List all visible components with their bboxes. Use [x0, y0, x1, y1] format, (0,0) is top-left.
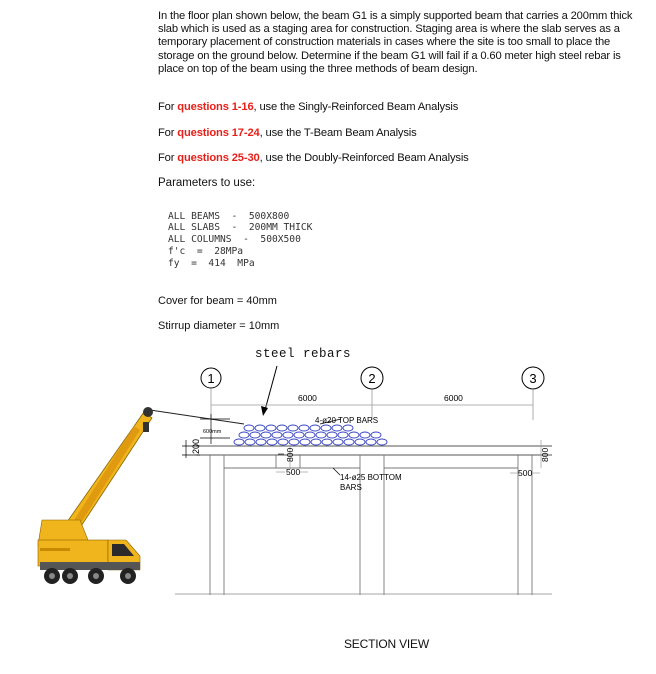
top-bars-label: 4-ø20 TOP BARS [315, 416, 379, 425]
parameter-line: ALL BEAMS - 500X800 [168, 211, 290, 222]
parameter-line: fy = 414 MPa [168, 258, 255, 269]
steel-arrow [261, 366, 277, 416]
dim-200-label: 200 [191, 438, 201, 454]
svg-text:1: 1 [207, 371, 215, 386]
parameter-line: ALL SLABS - 200MM THICK [168, 222, 313, 233]
grid-bubble-3 [522, 367, 544, 389]
slab [196, 446, 552, 455]
grid-bubble-2 [361, 367, 383, 389]
dim-500-mid-label: 500 [286, 467, 301, 477]
intro-paragraph: In the floor plan shown below, the beam G1 is a simply supported beam that carries a 200mm thick slab which is used as a staging area for construction. Staging area is where the slab serves as a temporary placement of construction materials in cases where the site is too small to place the storage on the ground below. Determine if the beam G1 will fail if a 0.60 meter high steel rebar is place on top of the beam using the three methods of beam design. [158, 10, 633, 75]
question-line-3: For questions 25-30, use the Doubly-Reinforced Beam Analysis [158, 152, 469, 164]
parameters-title: Parameters to use: [158, 177, 256, 189]
span-right-label: 6000 [444, 393, 463, 403]
dim-small-tick: ѧѧѧ [278, 451, 284, 456]
svg-text:3: 3 [529, 371, 537, 386]
question-line-1: For questions 1-16, use the Singly-Reinforced Beam Analysis [158, 101, 459, 113]
grid-bubble-1 [201, 368, 221, 388]
rebar-bundle [234, 425, 387, 445]
question-range: questions 25-30 [177, 152, 260, 164]
parameter-line: ALL COLUMNS - 500X500 [168, 234, 301, 245]
stirrup-text: Stirrup diameter = 10mm [158, 320, 280, 332]
bottom-bars-leader [333, 468, 340, 475]
svg-text:2: 2 [368, 371, 376, 386]
question-range: questions 17-24 [177, 127, 260, 139]
bottom-bars-label-2: BARS [340, 483, 362, 492]
dim-800-right-label: 800 [540, 447, 550, 462]
steel-rebars-label: steel rebars [255, 347, 352, 361]
question-range: questions 1-16 [177, 101, 254, 113]
dim-800-mid-label: 800 [285, 447, 295, 462]
section-view-caption: SECTION VIEW [344, 637, 429, 651]
question-line-2: For questions 17-24, use the T-Beam Beam Analysis [158, 127, 417, 139]
dim-500-right-label: 500 [518, 468, 533, 478]
parameter-line: f'c = 28MPa [168, 246, 244, 257]
cover-text: Cover for beam = 40mm [158, 295, 277, 307]
span-left-label: 6000 [298, 393, 317, 403]
dim-600-label: 600mm [203, 429, 222, 435]
crane-cable [150, 410, 244, 424]
bottom-bars-label-1: 14-ø25 BOTTOM [340, 473, 402, 482]
crane-truck-image [38, 407, 153, 584]
